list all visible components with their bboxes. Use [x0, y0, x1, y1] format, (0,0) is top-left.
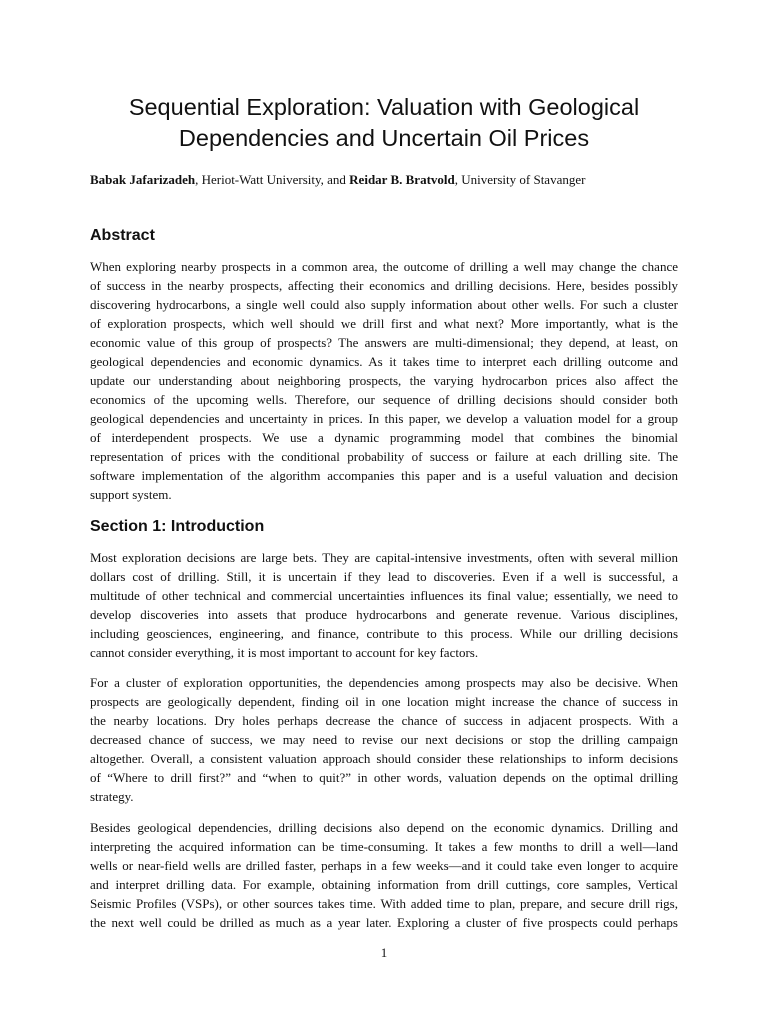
title-line: Sequential Exploration: Valuation with Geological — [128, 94, 640, 120]
text-line: Most exploration decisions are large bets. They are capital-intensive investments, often with several million — [90, 550, 678, 565]
author-line — [90, 171, 690, 189]
text-line: altogether. Overall, a consistent valuation approach should consider these relationships to inform decisions — [90, 751, 678, 766]
text-line: including geosciences, engineering, and finance, contribute to this process. While our drilling decisions — [90, 626, 678, 641]
text-line: software implementation of the algorithm accompanies this paper and is a useful valuation and decision — [90, 468, 678, 483]
abstract-heading: Abstract — [90, 227, 155, 244]
text-line: interpreting the acquired information can be time-consuming. It takes a few months to drill a well—land — [90, 839, 678, 854]
text-line: of “Where to drill first?” and “when to quit?” in other words, valuation depends on the optimal drilling — [90, 770, 678, 785]
author-name: Reidar B. Bratvold — [349, 172, 455, 187]
text-line: and interpret drilling data. For example, obtaining information from drill cuttings, core samples, Vertical — [90, 877, 678, 892]
text-line: of interdependent prospects. We use a dynamic programming model that combines the binomial — [90, 430, 678, 445]
title-line: Dependencies and Uncertain Oil Prices — [178, 125, 590, 151]
author-affiliation: , University of Stavanger — [454, 172, 586, 187]
text-line: discovering hydrocarbons, a single well could also supply information about other wells. For such a cluster — [90, 297, 678, 312]
body-paragraph — [90, 818, 678, 932]
abstract-paragraph — [90, 257, 678, 504]
text-line: support system. — [90, 487, 172, 502]
text-line: For a cluster of exploration opportunities, the dependencies among prospects may also be decisive. When — [90, 675, 678, 690]
text-line: develop discoveries into assets that produce hydrocarbons and generate revenue. Various disciplines, — [90, 607, 678, 622]
text-line: the nearby locations. Dry holes perhaps decrease the chance of success in adjacent prospects. With a — [90, 713, 678, 728]
text-line: Besides geological dependencies, drilling decisions also depend on the economic dynamics. Drilling and — [90, 820, 678, 835]
text-line: of exploration prospects, which well should we drill first and what next? More importantly, what is the — [90, 316, 678, 331]
text-line: geological dependencies and economic dynamics. As it takes time to interpret each drilling outcome and — [90, 354, 678, 369]
author-affiliation: , Heriot-Watt University, and — [195, 172, 350, 187]
text-line: update our understanding about neighboring prospects, the varying hydrocarbon prices also affect the — [90, 373, 678, 388]
text-line: the next well could be drilled as much as a year later. Exploring a cluster of five prospects could perhaps — [90, 915, 678, 930]
text-line: When exploring nearby prospects in a common area, the outcome of drilling a well may change the chance — [90, 259, 678, 274]
section-heading: Section 1: Introduction — [90, 518, 265, 535]
text-line: cannot consider everything, it is most important to account for key factors. — [90, 645, 479, 660]
body-paragraph — [90, 548, 678, 662]
text-line: representation of prices with the conditional probability of success or failure at each drilling site. The — [90, 449, 678, 464]
body-paragraph — [90, 673, 678, 806]
text-line: Seismic Profiles (VSPs), or other sources takes time. With added time to plan, prepare, and secure drill rigs, — [90, 896, 678, 911]
text-line: economic value of this group of prospects? The answers are multi-dimensional; they depend, at least, on — [90, 335, 678, 350]
text-line: economics of the upcoming wells. Therefore, our sequence of drilling decisions should consider both — [90, 392, 678, 407]
text-line: strategy. — [90, 789, 134, 804]
text-line: geological dependencies and uncertainty in prices. In this paper, we develop a valuation model for a group — [90, 411, 678, 426]
author-name: Babak Jafarizadeh — [90, 172, 196, 187]
text-line: dollars cost of drilling. Still, it is uncertain if they lead to discoveries. Even if a well is successful, a — [90, 569, 678, 584]
text-line: decreased chance of success, we may need to revise our next decisions or stop the drilling campaign — [90, 732, 678, 747]
text-line: of success in the nearby prospects, affecting their economics and drilling decisions. Here, besides possibly — [90, 278, 678, 293]
text-line: wells or near-field wells are drilled faster, perhaps in a few weeks—and it could take even longer to acquire — [90, 858, 678, 873]
text-line: prospects are geologically dependent, finding oil in one location might increase the chance of success in — [90, 694, 678, 709]
page-number: 1 — [380, 945, 388, 960]
text-line: multitude of other technical and commercial uncertainties influences its final value; essentially, we need to — [90, 588, 678, 603]
paper-title — [90, 92, 678, 154]
